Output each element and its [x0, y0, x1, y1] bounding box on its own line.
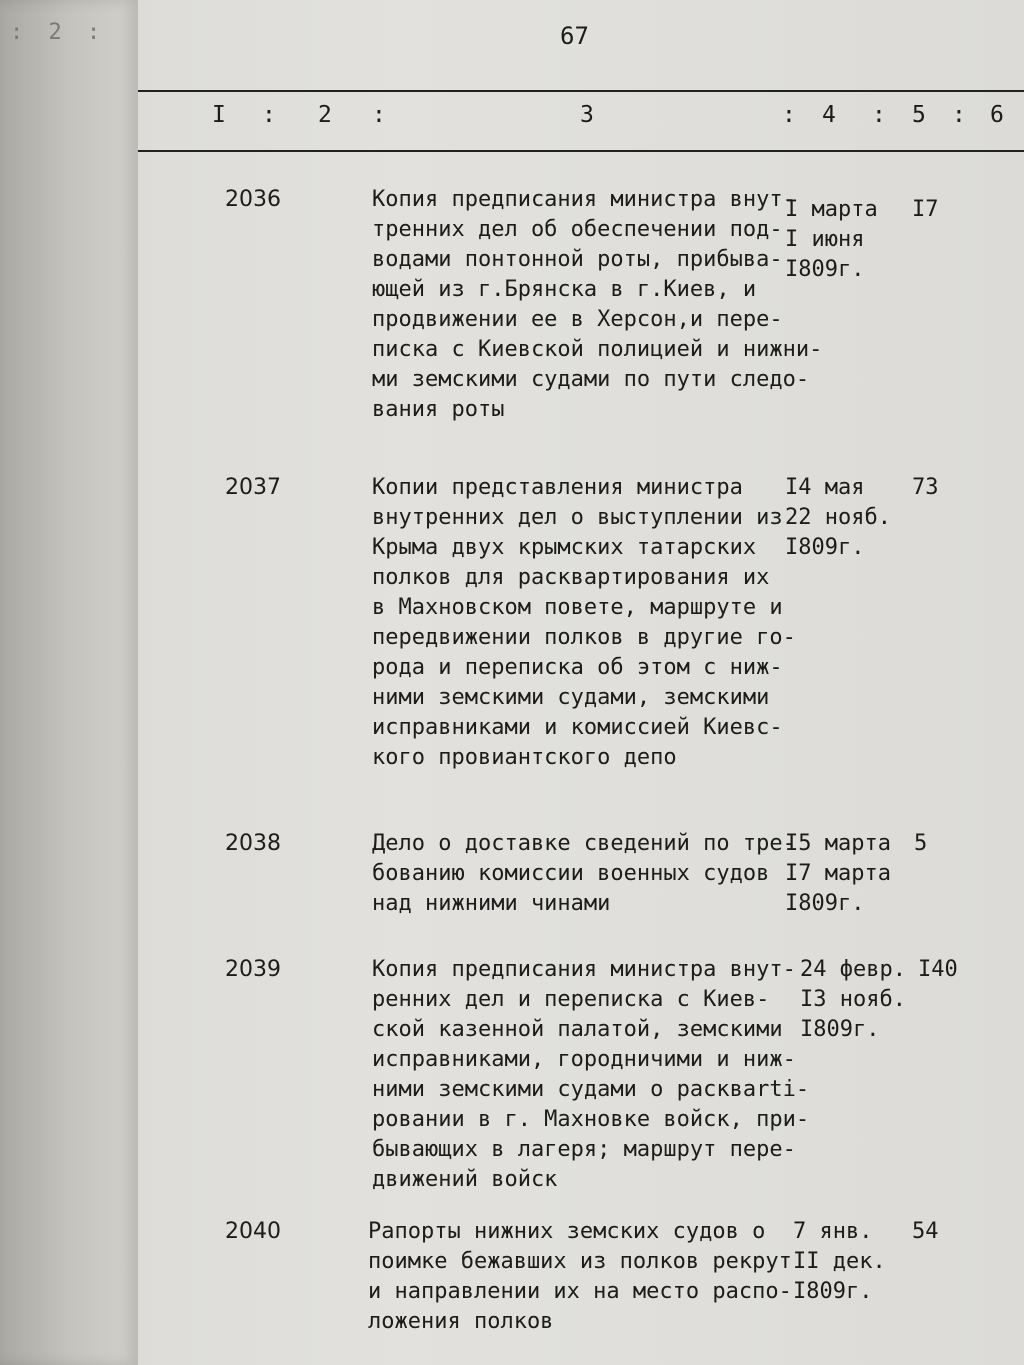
- date-start: 24 февр.: [800, 957, 906, 982]
- description-line: внутренних дел о выступлении из: [372, 505, 783, 530]
- record-description: [368, 1217, 828, 1337]
- description-line: Рапорты нижних земских судов о: [368, 1219, 766, 1244]
- header-bottom-rule: [138, 150, 1024, 152]
- sheet-count: 5: [914, 831, 928, 856]
- header-sep-4: :: [872, 102, 886, 128]
- header-sep-1: :: [262, 102, 276, 128]
- record-description: [372, 185, 832, 425]
- date-year: I809г.: [800, 1017, 880, 1042]
- description-line: поимке бежавших из полков рекрут: [368, 1249, 792, 1274]
- description-line: Копия предписания министра внут-: [372, 187, 796, 212]
- date-year: I809г.: [785, 257, 865, 282]
- date-year: I809г.: [785, 891, 865, 916]
- margin-column-marks: : 2 :: [10, 20, 107, 45]
- description-line: продвижении ее в Херсон,и пере-: [372, 307, 783, 332]
- date-end: II дек.: [793, 1249, 886, 1274]
- description-line: писка с Киевской полицией и нижни-: [372, 337, 823, 362]
- description-line: ской казенной палатой, земскими: [372, 1017, 783, 1042]
- description-line: бованию комиссии военных судов: [372, 861, 770, 886]
- description-line: полков для расквартирования их: [372, 565, 770, 590]
- record-description: [372, 473, 832, 773]
- description-line: в Махновском повете, маршруте и: [372, 595, 783, 620]
- previous-page-edge: [0, 0, 138, 1365]
- description-line: тренних дел об обеспечении под-: [372, 217, 783, 242]
- date-start: I4 мая: [785, 475, 865, 500]
- date-start: I5 марта: [785, 831, 891, 856]
- description-line: ложения полков: [368, 1309, 554, 1334]
- description-line: водами понтонной роты, прибыва-: [372, 247, 783, 272]
- date-end: I3 нояб.: [800, 987, 906, 1012]
- header-col-1: I: [212, 102, 226, 128]
- header-col-3: 3: [580, 102, 594, 128]
- description-line: исправниками, городничими и ниж-: [372, 1047, 796, 1072]
- description-line: Копия предписания министра внут-: [372, 957, 796, 982]
- record-description: [372, 829, 832, 919]
- date-end: 22 нояб.: [785, 505, 891, 530]
- date-start: 7 янв.: [793, 1219, 873, 1244]
- header-sep-3: :: [782, 102, 796, 128]
- description-line: исправниками и комиссией Киевс-: [372, 715, 783, 740]
- description-line: ми земскими судами по пути следо-: [372, 367, 810, 392]
- date-end: I7 марта: [785, 861, 891, 886]
- header-col-5: 5: [912, 102, 926, 128]
- record-description: [372, 955, 832, 1195]
- record-number: 2038: [225, 831, 281, 856]
- page-number: 67: [560, 22, 589, 50]
- description-line: ними земскими судами, земскими: [372, 685, 770, 710]
- sheet-count: 54: [912, 1219, 939, 1244]
- description-line: бывающих в лагеря; маршрут пере-: [372, 1137, 796, 1162]
- date-end: I июня: [785, 227, 865, 252]
- description-line: ними земскими судами о расквarti-: [372, 1077, 810, 1102]
- record-dates: [785, 829, 891, 919]
- header-col-4: 4: [822, 102, 836, 128]
- description-line: вания роты: [372, 397, 505, 422]
- record-number: 2037: [225, 475, 281, 500]
- record-dates: [785, 473, 891, 563]
- sheet-count: I40: [918, 957, 958, 982]
- record-dates: [793, 1217, 886, 1307]
- record-dates: [785, 195, 878, 285]
- description-line: Копии представления министра: [372, 475, 743, 500]
- record-number: 2040: [225, 1219, 281, 1244]
- record-number: 2039: [225, 957, 281, 982]
- header-top-rule: [138, 90, 1024, 92]
- description-line: кого провиантского депо: [372, 745, 677, 770]
- record-number: 2036: [225, 187, 281, 212]
- description-line: над нижними чинами: [372, 891, 611, 916]
- description-line: Дело о доставке сведений по тре-: [372, 831, 796, 856]
- header-sep-2: :: [372, 102, 386, 128]
- description-line: ровании в г. Махновке войск, при-: [372, 1107, 810, 1132]
- sheet-count: 73: [912, 475, 939, 500]
- sheet-count: I7: [912, 197, 939, 222]
- date-year: I809г.: [785, 535, 865, 560]
- date-year: I809г.: [793, 1279, 873, 1304]
- header-sep-5: :: [952, 102, 966, 128]
- description-line: Крыма двух крымских татарских: [372, 535, 757, 560]
- description-line: передвижении полков в другие го-: [372, 625, 796, 650]
- description-line: рода и переписка об этом с ниж-: [372, 655, 783, 680]
- record-dates: [800, 955, 906, 1045]
- description-line: и направлении их на место распо-: [368, 1279, 792, 1304]
- header-col-2: 2: [318, 102, 332, 128]
- description-line: ющей из г.Брянска в г.Киев, и: [372, 277, 757, 302]
- description-line: движений войск: [372, 1167, 558, 1192]
- description-line: ренних дел и переписка с Киев-: [372, 987, 770, 1012]
- header-col-6: 6: [990, 102, 1004, 128]
- date-start: I марта: [785, 197, 878, 222]
